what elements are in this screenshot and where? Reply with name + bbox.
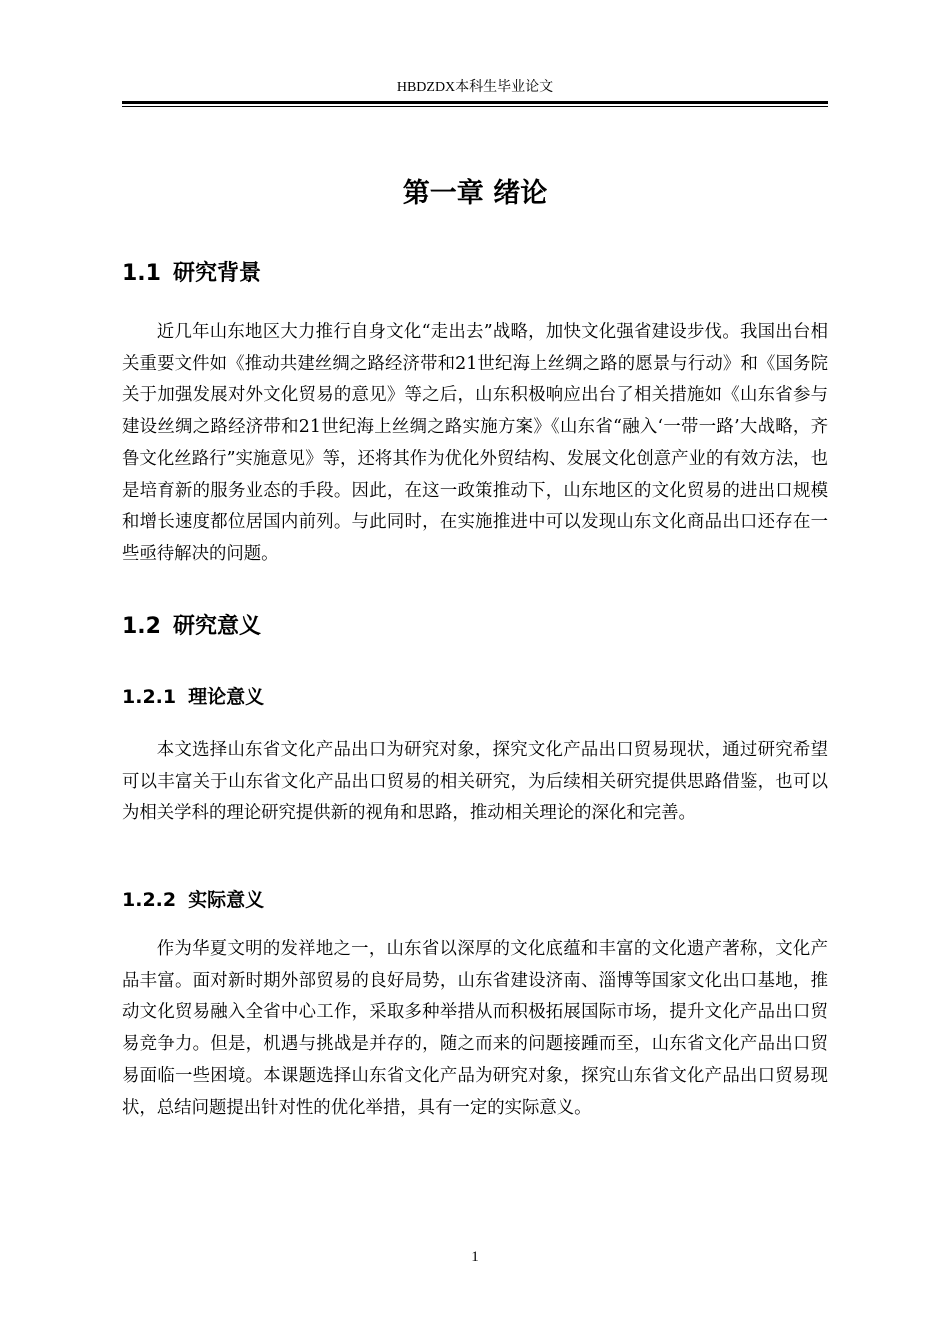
paragraph-theoretical-significance: 本文选择山东省文化产品出口为研究对象，探究文化产品出口贸易现状，通过研究希望可以丰富关于山东省文化产品出口贸易的相关研究，为后续相关研究提供思路借鉴，也可以为相关学科的理论研究提供新的视角和思路，推动相关理论的深化和完善。 <box>122 740 828 824</box>
page-number: 1 <box>471 1249 479 1265</box>
section-heading-1-2 <box>122 611 261 643</box>
subsection-number: 1.2.1 <box>122 686 177 708</box>
section-title: 研究意义 <box>172 614 261 639</box>
subsection-title: 理论意义 <box>188 686 265 708</box>
section-title: 研究背景 <box>172 261 261 286</box>
section-number: 1.2 <box>122 614 161 639</box>
page-header: HBDZDX本科生毕业论文 <box>396 80 554 95</box>
chapter-title: 第一章 绪论 <box>402 178 548 209</box>
header-rule-thin <box>122 106 828 107</box>
paragraph-research-background: 近几年山东地区大力推行自身文化“走出去”战略，加快文化强省建设步伐。我国出台相关重要文件如《推动共建丝绸之路经济带和21世纪海上丝绸之路的愿景与行动》和《国务院关于加强发展对外文化贸易的意见》等之后，山东积极响应出台了相关措施如《山东省参与建设丝绸之路经济带和21世纪海上丝绸之路实施方案》《山东省“融入‘一带一路’大战略，齐鲁文化丝路行”实施意见》等，还将其作为优化外贸结构、发展文化创意产业的有效方法，也是培育新的服务业态的手段。因此，在这一政策推动下，山东地区的文化贸易的进出口规模和增长速度都位居国内前列。与此同时，在实施推进中可以发现山东文化商品出口还存在一些亟待解决的问题。 <box>122 322 828 564</box>
section-heading-1-1 <box>122 258 261 290</box>
subsection-title: 实际意义 <box>188 889 265 911</box>
subsection-number: 1.2.2 <box>122 889 177 911</box>
section-number: 1.1 <box>122 261 161 286</box>
subsection-heading-1-2-1 <box>122 683 264 711</box>
paragraph-practical-significance: 作为华夏文明的发祥地之一，山东省以深厚的文化底蕴和丰富的文化遗产著称，文化产品丰富。面对新时期外部贸易的良好局势，山东省建设济南、淄博等国家文化出口基地，推动文化贸易融入全省中心工作，采取多种举措从而积极拓展国际市场，提升文化产品出口贸易竞争力。但是，机遇与挑战是并存的，随之而来的问题接踵而至，山东省文化产品出口贸易面临一些困境。本课题选择山东省文化产品为研究对象，探究山东省文化产品出口贸易现状，总结问题提出针对性的优化举措，具有一定的实际意义。 <box>122 939 828 1118</box>
subsection-heading-1-2-2 <box>122 886 264 914</box>
header-rule-thick <box>122 101 828 104</box>
